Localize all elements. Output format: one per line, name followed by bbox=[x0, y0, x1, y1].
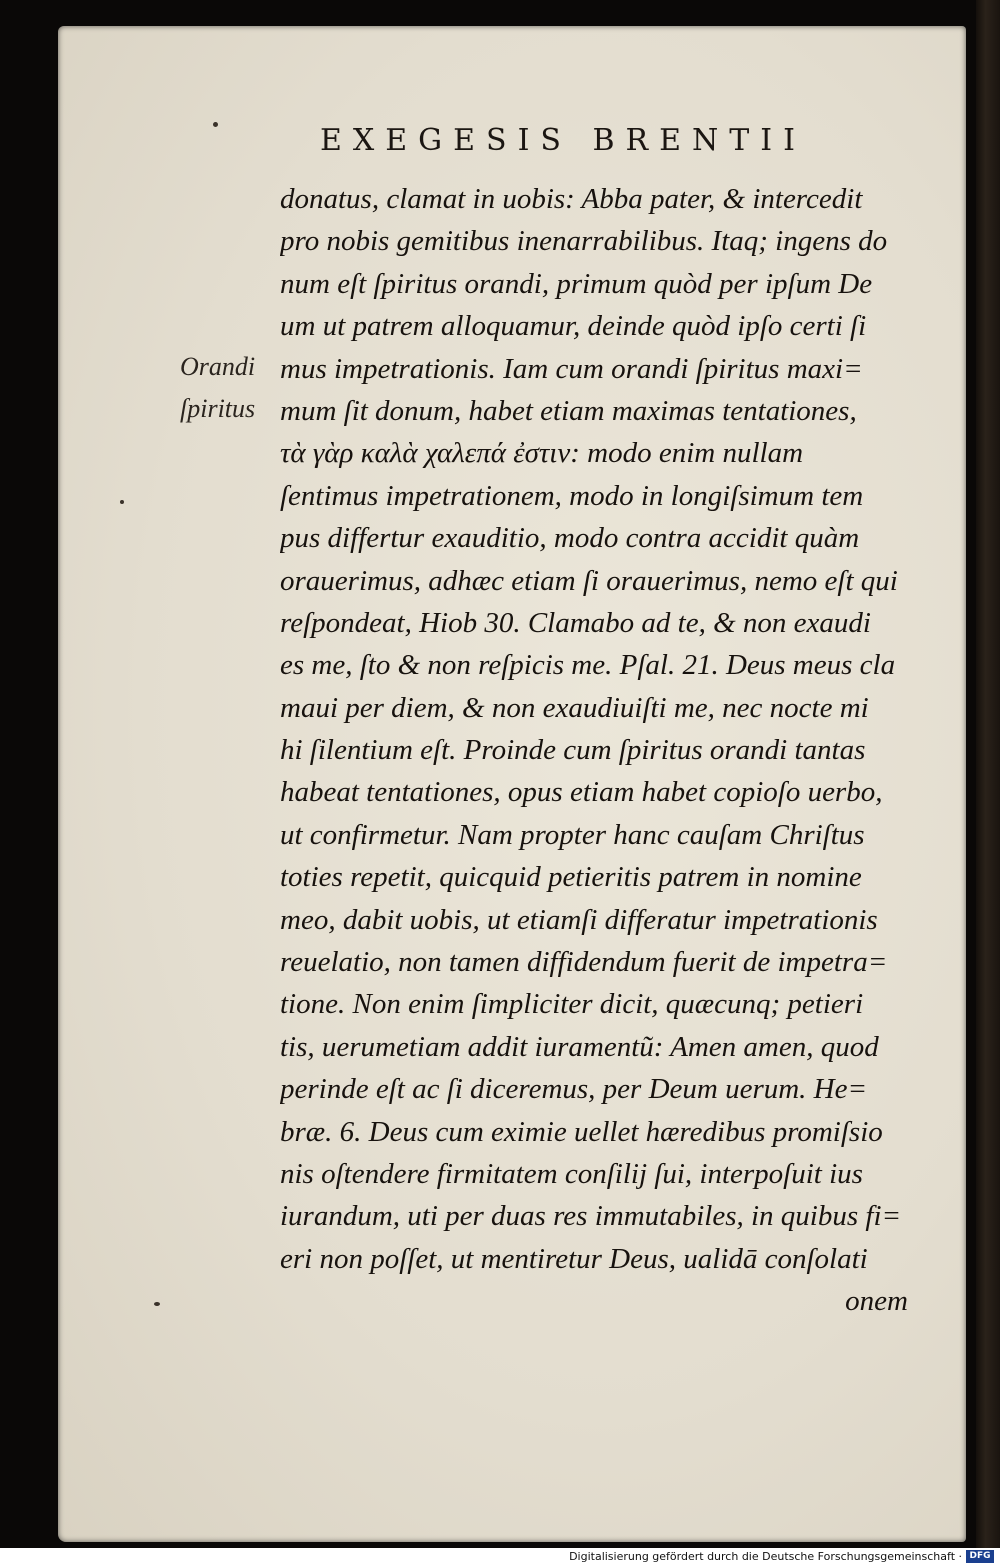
paper-speck bbox=[120, 500, 124, 504]
text-line: habeat tentationes, opus etiam habet copioſo uerbo, bbox=[280, 776, 883, 809]
text-line: pus differtur exauditio, modo contra accidit quàm bbox=[280, 522, 860, 555]
text-line: maui per diem, & non exaudiuiſti me, nec nocte mi bbox=[280, 691, 869, 724]
footer-bar bbox=[0, 1548, 1000, 1565]
book-binding-edge bbox=[976, 0, 1000, 1548]
text-line: orauerimus, adhæc etiam ſi orauerimus, nemo eſt qui bbox=[280, 564, 898, 597]
dfg-logo: DFG bbox=[966, 1550, 994, 1563]
text-line: nis oſtendere firmitatem conſilij ſui, interpoſuit ius bbox=[280, 1157, 863, 1190]
text-line: ſentimus impetrationem, modo in longiſsimum tem bbox=[280, 479, 864, 512]
text-line: um ut patrem alloquamur, deinde quòd ipſo certi ſi bbox=[280, 310, 867, 343]
marginal-note-line: Orandi bbox=[180, 352, 256, 381]
text-line: meo, dabit uobis, ut etiamſi differatur impetrationis bbox=[280, 903, 878, 936]
text-line: reſpondeat, Hiob 30. Clamabo ad te, & non exaudi bbox=[280, 606, 871, 639]
text-line: tis, uerumetiam addit iuramentũ: Amen amen, quod bbox=[280, 1030, 879, 1063]
text-line: hi ſilentium eſt. Proinde cum ſpiritus orandi tantas bbox=[280, 734, 866, 767]
text-line: tione. Non enim ſimpliciter dicit, quæcunq; petieri bbox=[280, 988, 864, 1021]
text-line: perinde eſt ac ſi diceremus, per Deum uerum. He= bbox=[280, 1073, 868, 1106]
catchword: onem bbox=[845, 1285, 908, 1318]
text-line: reuelatio, non tamen diffidendum fuerit de impetra= bbox=[280, 946, 888, 979]
marginal-note-line: ſpiritus bbox=[180, 394, 256, 424]
body-text bbox=[280, 178, 920, 1323]
marginal-note bbox=[180, 346, 280, 431]
text-line: es me, ſto & non reſpicis me. Pſal. 21. Deus meus cla bbox=[280, 649, 896, 682]
text-line: ut confirmetur. Nam propter hanc cauſam Chriſtus bbox=[280, 818, 865, 851]
running-head: EXEGESIS BRENTII bbox=[320, 123, 807, 158]
text-line: toties repetit, quicquid petieritis patrem in nomine bbox=[280, 861, 862, 894]
text-line: mus impetrationis. Iam cum orandi ſpiritus maxi= bbox=[280, 352, 863, 385]
greek-text-line: τὰ γὰρ καλὰ χαλεπά ἐστιν: modo enim nullam bbox=[280, 437, 804, 470]
text-line: bræ. 6. Deus cum eximie uellet hæredibus promiſsio bbox=[280, 1115, 883, 1148]
paper-speck bbox=[213, 122, 218, 127]
text-line: mum ſit donum, habet etiam maximas tentationes, bbox=[280, 394, 857, 427]
funding-credit: Digitalisierung gefördert durch die Deutsche Forschungsgemeinschaft · bbox=[569, 1550, 962, 1563]
text-line: pro nobis gemitibus inenarrabilibus. Itaq; ingens do bbox=[280, 225, 888, 258]
text-line: donatus, clamat in uobis: Abba pater, & intercedit bbox=[280, 183, 863, 215]
text-line: num eſt ſpiritus orandi, primum quòd per ipſum De bbox=[280, 267, 873, 300]
text-line: eri non poſſet, ut mentiretur Deus, ualidā conſolati bbox=[280, 1242, 868, 1275]
paper-speck bbox=[154, 1302, 160, 1306]
text-line: iurandum, uti per duas res immutabiles, in quibus fi= bbox=[280, 1200, 902, 1233]
